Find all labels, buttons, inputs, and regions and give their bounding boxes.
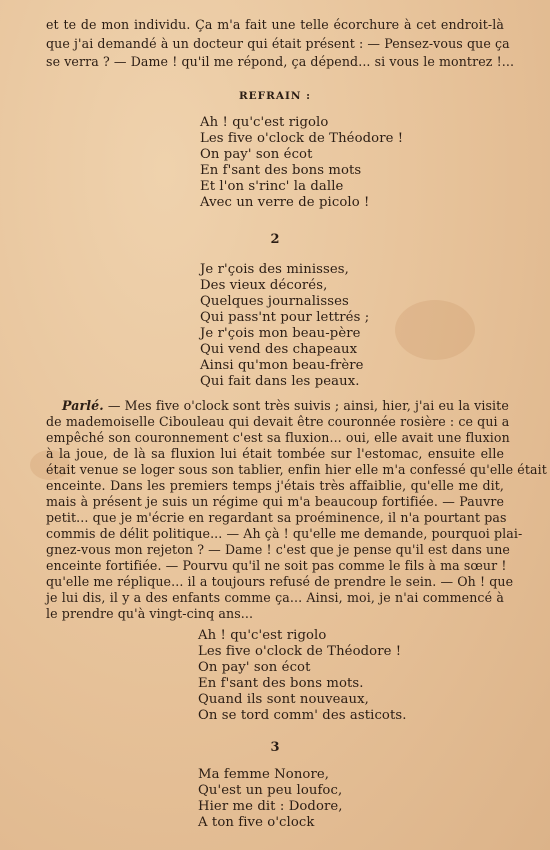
verse-line: Je r'çois des minisses, xyxy=(200,262,349,277)
verse-line: Je r'çois mon beau-père xyxy=(200,326,361,341)
prose-line: était venue se loger sous son tablier, enfin hier elle m'a confessé qu'elle était xyxy=(46,462,547,477)
verse-line: En f'sant des bons mots xyxy=(200,163,362,178)
prose-line: qu'elle me réplique... il a toujours refusé de prendre le sein. — Oh ! que xyxy=(46,574,514,589)
prose-line: commis de délit politique... — Ah çà ! qu'elle me demande, pourquoi plai- xyxy=(46,526,523,541)
verse-line: En f'sant des bons mots. xyxy=(198,676,364,691)
verse-line: Quand ils sont nouveaux, xyxy=(198,692,369,707)
verse-line: Qui pass'nt pour lettrés ; xyxy=(200,310,370,325)
verse-line: Avec un verre de picolo ! xyxy=(200,195,370,210)
parle-label: Parlé. xyxy=(62,398,104,413)
verse-line: Ah ! qu'c'est rigolo xyxy=(200,115,329,130)
verse-line: Ah ! qu'c'est rigolo xyxy=(198,628,327,643)
prose-line: le prendre qu'à vingt-cinq ans... xyxy=(46,606,254,621)
prose-line: mais à présent je suis un régime qui m'a beaucoup fortifiée. — Pauvre xyxy=(46,494,504,509)
verse-line: Qui vend des chapeaux xyxy=(200,342,358,357)
verse-line: Quelques journalisses xyxy=(200,294,349,309)
verse-line: Les five o'clock de Théodore ! xyxy=(198,644,402,659)
prose-line: — Mes five o'clock sont très suivis ; ainsi, hier, j'ai eu la visite xyxy=(103,398,509,413)
verse-line: Les five o'clock de Théodore ! xyxy=(200,131,404,146)
verse-line: Des vieux décorés, xyxy=(200,278,328,293)
stanza-number: 3 xyxy=(270,740,280,755)
prose-line: je lui dis, il y a des enfants comme ça... Ainsi, moi, je n'ai commencé à xyxy=(46,590,504,605)
prose-line: que j'ai demandé à un docteur qui était présent : — Pensez-vous que ça xyxy=(46,36,510,51)
verse-line: Ma femme Nonore, xyxy=(198,767,330,782)
parle-first-line xyxy=(62,398,509,414)
prose-line: empêché son couronnement c'est sa fluxion... oui, elle avait une fluxion xyxy=(46,430,510,445)
verse-line: On pay' son écot xyxy=(198,660,311,675)
prose-line: enceinte. Dans les premiers temps j'étais très affaiblie, qu'elle me dit, xyxy=(46,478,504,493)
prose-line: se verra ? — Dame ! qu'il me répond, ça dépend... si vous le montrez !... xyxy=(46,54,515,69)
verse-line: On se tord comm' des asticots. xyxy=(198,708,407,723)
prose-line: enceinte fortifiée. — Pourvu qu'il ne soit pas comme le fils à ma sœur ! xyxy=(46,558,507,573)
verse-line: Hier me dit : Dodore, xyxy=(198,799,343,814)
verse-line: On pay' son écot xyxy=(200,147,313,162)
verse-line: Ainsi qu'mon beau-frère xyxy=(200,358,364,373)
prose-line: gnez-vous mon rejeton ? — Dame ! c'est que je pense qu'il est dans une xyxy=(46,542,510,557)
verse-line: A ton five o'clock xyxy=(198,815,315,830)
refrain-heading: REFRAIN : xyxy=(238,90,312,102)
prose-line: de mademoiselle Cibouleau qui devait être couronnée rosière : ce qui a xyxy=(46,414,510,429)
prose-line: petit... que je m'écrie en regardant sa proéminence, il n'a pourtant pas xyxy=(46,510,507,525)
verse-line: Qu'est un peu loufoc, xyxy=(198,783,343,798)
verse-line: Qui fait dans les peaux. xyxy=(200,374,360,389)
stanza-number: 2 xyxy=(270,232,280,247)
prose-line: et te de mon individu. Ça m'a fait une telle écorchure à cet endroit-là xyxy=(46,17,504,32)
verse-line: Et l'on s'rinc' la dalle xyxy=(200,179,344,194)
prose-line: à la joue, de là sa fluxion lui était tombée sur l'estomac, ensuite elle xyxy=(46,446,504,461)
paper-stain xyxy=(395,300,475,360)
